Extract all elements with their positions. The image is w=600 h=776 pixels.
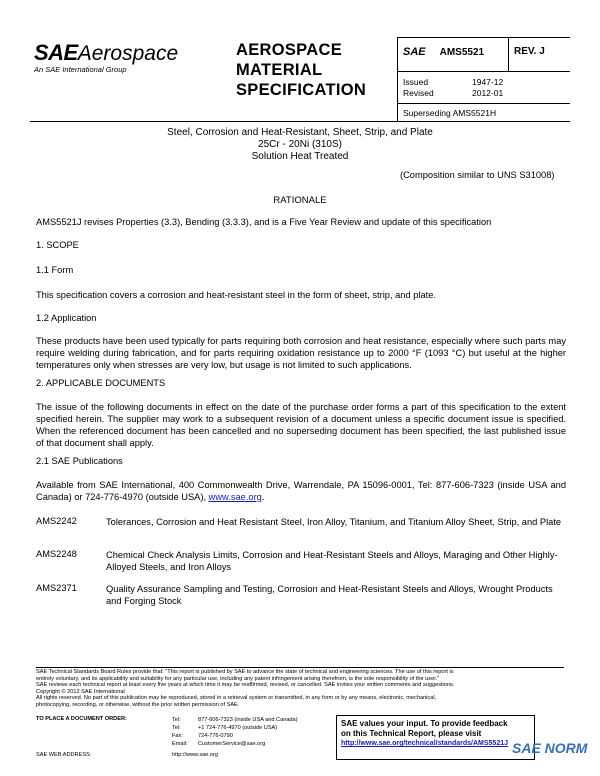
reference-number: AMS2248 — [36, 549, 77, 559]
contact-value: 724-776-0790 — [198, 733, 233, 739]
logo-subtitle: An SAE International Group — [34, 65, 127, 74]
contact-email[interactable]: CustomerService@sae.org — [198, 741, 266, 747]
composition-note: (Composition similar to UNS S31008) — [400, 170, 555, 180]
spec-title-line: Steel, Corrosion and Heat-Resistant, Sheet, Strip, and Plate — [167, 127, 433, 138]
reference-title: Chemical Check Analysis Limits, Corrosion and Heat-Resistant Steels and Alloys, Maraging and Other Highly-Alloyed Steels, and Iron Alloys — [106, 550, 558, 572]
form-text: This specification covers a corrosion and heat-resistant steel in the form of sheet, strip, and plate. — [36, 290, 436, 300]
reference-title: Quality Assurance Sampling and Testing, Corrosion and Heat-Resistant Steels and Alloys, Wrought Products and Forging Stock — [106, 584, 553, 606]
reference-title: Tolerances, Corrosion and Heat Resistant Steel, Iron Alloy, Titanium, and Titanium Alloy Sheet, Strip, and Plate — [106, 517, 562, 527]
header-rule — [397, 71, 570, 72]
section-form: 1.1 Form — [36, 265, 74, 275]
footer-line: All rights reserved. No part of this publication may be reproduced, stored in a retrieval system or transmitted, in any form or by any means, electronic, mechanical, — [36, 695, 437, 701]
footer-line: SAE Technical Standards Board Rules provide that: "This report is published by SAE to advance the state of technical and engineering sciences. The use of this report is — [36, 669, 454, 675]
contact-label: Tel: — [172, 717, 181, 723]
feedback-box — [336, 715, 535, 760]
ams-number: AMS5521 — [439, 47, 485, 58]
sae-mark: SAE — [403, 46, 426, 58]
sae-publications-text — [36, 479, 566, 503]
superseding: Superseding AMS5521H — [403, 108, 497, 118]
web-label: SAE WEB ADDRESS: — [36, 752, 92, 758]
sae-website-link[interactable]: www.sae.org — [208, 492, 262, 502]
title-line: MATERIAL — [236, 61, 323, 79]
header-rule — [397, 37, 398, 121]
issued-label: Issued — [403, 77, 429, 87]
header-rule — [508, 37, 509, 71]
revision: REV. J — [514, 46, 545, 57]
title-line: AEROSPACE — [236, 41, 342, 59]
order-label: TO PLACE A DOCUMENT ORDER: — [36, 716, 127, 722]
spec-title — [0, 127, 600, 163]
header-rule — [397, 37, 570, 38]
header-rule — [397, 103, 570, 104]
applicable-text: The issue of the following documents in effect on the date of the purchase order forms a part of this specification to the extent specified herein. The supplier may work to a subsequent revision of a document unless a specific document issue is specified. When the referenced document has been cancelled and no superseding document has been specified, the last published issue of that document shall apply. — [36, 402, 566, 448]
contact-label: Fax: — [172, 733, 183, 739]
feedback-line: on this Technical Report, please visit — [341, 729, 482, 738]
contact-value: 877-606-7323 (inside USA and Canada) — [198, 717, 298, 723]
footer-line: SAE reviews each technical report at least every five years at which time it may be reaffirmed, revised, or cancelled. SAE invites your written comments and suggestions. — [36, 682, 455, 688]
footer-rule — [36, 667, 564, 668]
sae-aerospace-logo — [34, 40, 178, 74]
rationale-heading: RATIONALE — [273, 195, 327, 206]
footer-line: entirely voluntary, and its applicability and suitability for any particular use, including any patent infringement arising therefrom, is the sole responsibility of the user." — [36, 675, 440, 682]
logo-aerospace: Aerospace — [77, 42, 179, 65]
logo-sae: SAE — [34, 40, 78, 65]
section-scope: 1. SCOPE — [36, 240, 79, 250]
sae-publications-body: Available from SAE International, 400 Commonwealth Drive, Warrendale, PA 15096-0001, Tel: 877-606-7323 (inside USA and Canada) or 724-776-4970 (outside USA), — [36, 480, 566, 502]
issued-value: 1947-12 — [472, 77, 504, 87]
section-sae-publications: 2.1 SAE Publications — [36, 456, 123, 466]
feedback-line: SAE values your input. To provide feedback — [341, 719, 508, 728]
footer-legal — [36, 669, 566, 708]
contact-label: Email: — [172, 741, 188, 747]
spec-title-line: Solution Heat Treated — [251, 151, 349, 162]
web-address[interactable]: http://www.sae.org — [172, 752, 219, 758]
document-type-title — [236, 40, 366, 100]
reference-number: AMS2371 — [36, 583, 77, 593]
section-applicable-documents: 2. APPLICABLE DOCUMENTS — [36, 378, 166, 388]
header-rule — [30, 121, 570, 122]
revised-label: Revised — [403, 88, 434, 98]
contact-values — [198, 716, 298, 748]
sae-norm-watermark: SAE NORM — [512, 740, 588, 756]
period: . — [261, 492, 265, 502]
reference-number: AMS2242 — [36, 516, 77, 526]
document-number — [403, 46, 484, 58]
application-text: These products have been used typically for parts requiring both corrosion and heat resistance, especially where such parts may require welding during fabrication, and for parts requiring oxidation resistance up to 2000 °F (1093 °C) but useful at the higher temperatures only when stresses are very low, but usage is not limited to such applications. — [36, 336, 566, 370]
feedback-link[interactable]: http://www.sae.org/technical/standards/AMS5521J — [341, 740, 509, 747]
contact-value: +1 724-776-4970 (outside USA) — [198, 725, 278, 731]
rationale-text: AMS5521J revises Properties (3.3), Bending (3.3.3), and is a Five Year Review and update of this specification — [36, 217, 492, 227]
footer-line: photocopying, recording, or otherwise, without the prior written permission of SAE. — [36, 701, 240, 708]
title-line: SPECIFICATION — [236, 81, 367, 99]
spec-title-line: 25Cr - 20Ni (310S) — [258, 139, 342, 150]
section-application: 1.2 Application — [36, 313, 97, 323]
revised-value: 2012-01 — [472, 88, 504, 98]
contact-label: Tel: — [172, 725, 181, 731]
contact-labels — [172, 716, 188, 748]
footer-line: Copyright © 2012 SAE International — [36, 688, 125, 695]
